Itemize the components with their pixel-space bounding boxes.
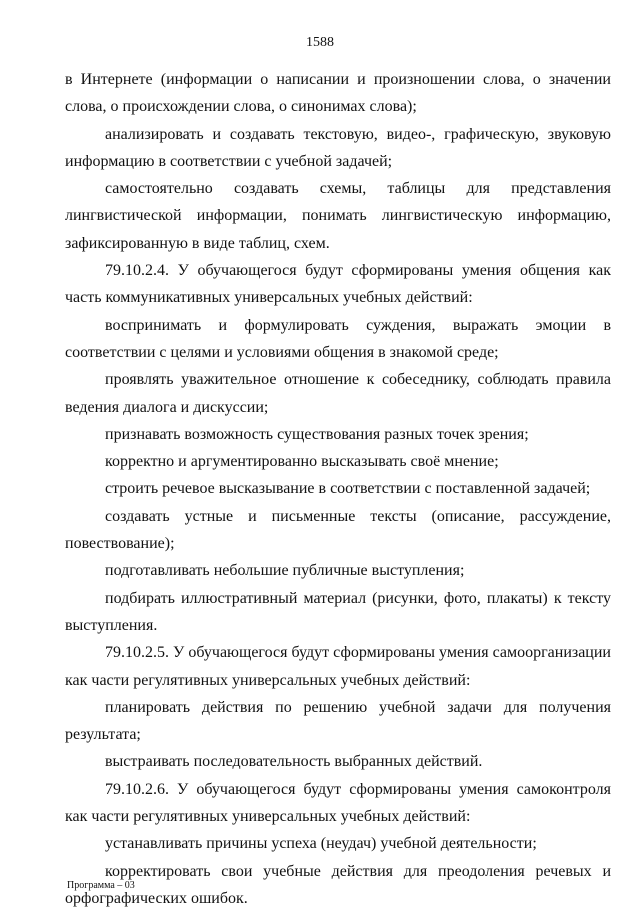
paragraph: в Интернете (информации о написании и произношении слова, о значении слова, о происхождении слова, о синонимах слова); (65, 71, 611, 116)
paragraph: подготавливать небольшие публичные выступления; (105, 562, 465, 580)
paragraph: признавать возможность существования разных точек зрения; (105, 425, 529, 443)
paragraph: самостоятельно создавать схемы, таблицы для представления лингвистической информации, понимать лингвистическую информацию, зафиксированную в виде таблиц, схем. (65, 180, 611, 252)
paragraph: подбирать иллюстративный материал (рисунки, фото, плакаты) к тексту выступления. (65, 589, 611, 634)
paragraph: 79.10.2.5. У обучающегося будут сформированы умения самоорганизации как части регулятивных универсальных учебных действий: (65, 644, 611, 689)
paragraph: корректировать свои учебные действия для преодоления речевых и орфографических ошибок. (65, 862, 611, 907)
paragraph: планировать действия по решению учебной задачи для получения результата; (65, 698, 611, 744)
paragraph: создавать устные и письменные тексты (описание, рассуждение, повествование); (65, 507, 611, 553)
paragraph: анализировать и создавать текстовую, видео-, графическую, звуковую информацию в соответствии с учебной задачей; (65, 125, 611, 170)
page-footer: Программа – 03 (67, 880, 135, 891)
document-body (65, 66, 611, 912)
paragraph: выстраивать последовательность выбранных действий. (105, 753, 483, 771)
page-number: 1588 (306, 35, 334, 50)
paragraph: устанавливать причины успеха (неудач) учебной деятельности; (105, 835, 537, 853)
paragraph: строить речевое высказывание в соответствии с поставленной задачей; (105, 480, 591, 498)
paragraph: 79.10.2.6. У обучающегося будут сформированы умения самоконтроля как части регулятивных универсальных учебных действий: (65, 780, 611, 826)
paragraph: проявлять уважительное отношение к собеседнику, соблюдать правила ведения диалога и дискуссии; (65, 371, 611, 416)
paragraph: 79.10.2.4. У обучающегося будут сформированы умения общения как часть коммуникативных универсальных учебных действий: (65, 262, 611, 307)
paragraph: воспринимать и формулировать суждения, выражать эмоции в соответствии с целями и условиями общения в знакомой среде; (65, 316, 611, 361)
paragraph: корректно и аргументированно высказывать своё мнение; (105, 453, 499, 471)
